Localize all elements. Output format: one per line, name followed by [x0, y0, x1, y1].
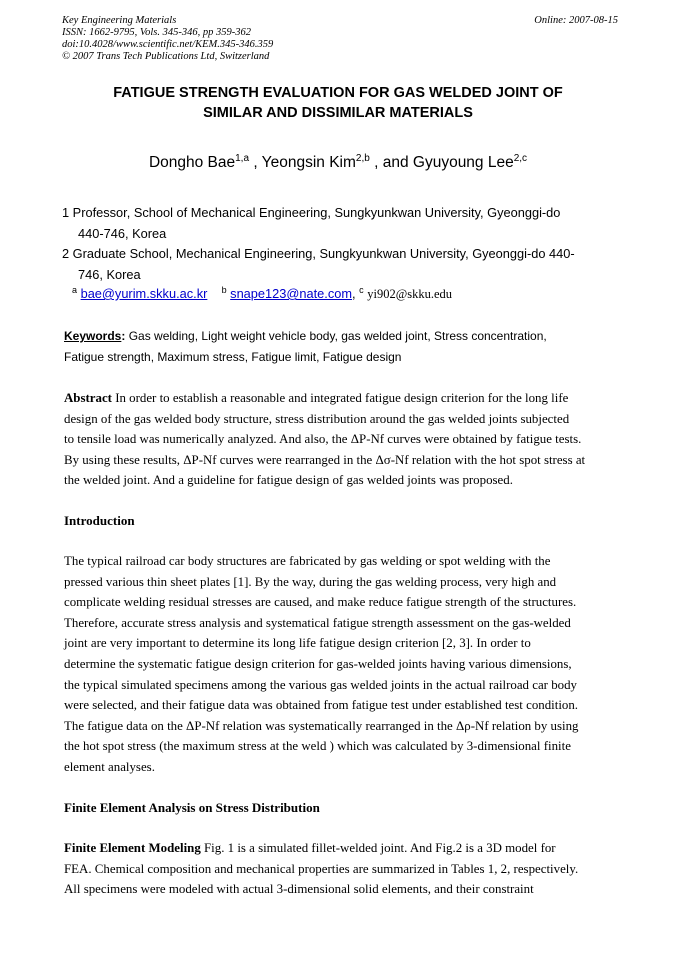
affiliation-line: 1 Professor, School of Mechanical Engineering, Sungkyunkwan University, Gyeonggi-do — [62, 205, 561, 220]
affiliation-line: 2 Graduate School, Mechanical Engineering, Sungkyunkwan University, Gyeonggi-do 440- — [62, 246, 575, 261]
email-list — [72, 285, 612, 302]
introduction-line: the typical simulated specimens among the various gas welded joints in the actual railroad car body — [64, 677, 577, 692]
affiliation-1 — [62, 203, 622, 244]
introduction-line: Therefore, accurate stress analysis and systematical fatigue strength assessment on the gas-welded — [64, 615, 571, 630]
email-superscript: c — [359, 285, 364, 295]
author-name: Yeongsin Kim — [261, 154, 356, 172]
fea-subheading: Finite Element Modeling — [64, 841, 201, 855]
fea-line: All specimens were modeled with actual 3-dimensional solid elements, and their constraint — [64, 882, 534, 897]
keywords-line: Fatigue strength, Maximum stress, Fatigue limit, Fatigue design — [64, 350, 402, 364]
fea-line: Fig. 1 is a simulated fillet-welded joint. And Fig.2 is a 3D model for — [200, 841, 556, 855]
author-name: Gyuyoung Lee — [412, 154, 514, 172]
issn-line: ISSN: 1662-9795, Vols. 345-346, pp 359-362 — [62, 27, 251, 38]
doi-line: doi:10.4028/www.scientific.net/KEM.345-346.359 — [62, 39, 274, 50]
abstract-line: By using these results, ΔP-Nf curves were rearranged in the Δσ-Nf relation with the hot spot stress at — [64, 452, 586, 467]
fea-heading: Finite Element Analysis on Stress Distribution — [64, 800, 320, 815]
abstract-line: design of the gas welded body structure, stress distribution around the gas welded joints subjected — [64, 411, 570, 426]
affiliation-2 — [62, 244, 622, 285]
online-date: Online: 2007-08-15 — [534, 15, 618, 26]
keywords-colon: : — [121, 329, 126, 343]
email-superscript: b — [221, 285, 227, 295]
author-superscript: 1,a — [235, 153, 250, 164]
journal-header — [62, 15, 618, 63]
title-line-2: SIMILAR AND DISSIMILAR MATERIALS — [203, 105, 473, 121]
introduction-line: joint are very important to determine its long life fatigue design criterion [2, 3]. In order to — [64, 636, 531, 651]
introduction-line: were selected, and their fatigue data was obtained from fatigue test under established test condition. — [64, 698, 579, 713]
introduction-line: complicate welding residual stresses are caused, and make reduce fatigue strength of the structures. — [64, 595, 577, 610]
abstract-paragraph — [64, 388, 613, 491]
keywords-line: Gas welding, Light weight vehicle body, gas welded joint, Stress concentration, — [125, 329, 547, 343]
introduction-line: pressed various thin sheet plates [1]. By the way, during the gas welding process, very high and — [64, 574, 557, 589]
email-separator: , — [352, 286, 356, 301]
abstract-line: the welded joint. And a guideline for fatigue design of gas welded joints was proposed. — [64, 473, 513, 488]
introduction-heading: Introduction — [64, 513, 135, 528]
introduction-line: determine the systematic fatigue design criterion for gas-welded joints having various dimensions, — [64, 656, 572, 671]
affiliation-line: 440-746, Korea — [78, 225, 167, 241]
introduction-line: The typical railroad car body structures are fabricated by gas welding or spot welding with the — [64, 554, 551, 568]
email-link-a[interactable]: bae@yurim.skku.ac.kr — [80, 286, 208, 301]
title-line-1: FATIGUE STRENGTH EVALUATION FOR GAS WELDED JOINT OF — [113, 85, 563, 101]
copyright-line: © 2007 Trans Tech Publications Ltd, Switzerland — [62, 51, 270, 62]
journal-name: Key Engineering Materials — [62, 15, 177, 26]
abstract-line: In order to establish a reasonable and integrated fatigue design criterion for the long life — [111, 391, 569, 405]
paper-title — [62, 83, 614, 123]
abstract-line: to tensile load was numerically analyzed. And also, the ΔP-Nf curves were obtained by fatigue tests. — [64, 432, 582, 447]
email-superscript: a — [72, 285, 78, 295]
introduction-paragraph — [64, 551, 613, 778]
fea-line: FEA. Chemical composition and mechanical properties are summarized in Tables 1, 2, respectively. — [64, 861, 579, 876]
introduction-line: The fatigue data on the ΔP-Nf relation was systematically rearranged in the Δρ-Nf relation by using — [64, 718, 579, 733]
author-superscript: 2,b — [355, 153, 370, 164]
author-name: Dongho Bae — [148, 154, 236, 172]
author-superscript: 2,c — [513, 153, 528, 164]
author-separator: , — [249, 154, 262, 172]
abstract-label: Abstract — [64, 391, 112, 405]
email-link-b[interactable]: snape123@nate.com — [230, 286, 353, 301]
keywords-block — [64, 326, 616, 368]
introduction-line: element analyses. — [64, 759, 155, 774]
affiliation-line: 746, Korea — [78, 266, 141, 282]
introduction-line: the hot spot stress (the maximum stress at the weld ) which was calculated by 3-dimensional finite — [64, 739, 571, 754]
fea-paragraph — [64, 838, 613, 900]
email-c: yi902@skku.edu — [367, 287, 452, 301]
keywords-label: Keywords — [64, 329, 122, 343]
author-separator: , and — [369, 154, 413, 172]
author-list — [62, 153, 614, 172]
